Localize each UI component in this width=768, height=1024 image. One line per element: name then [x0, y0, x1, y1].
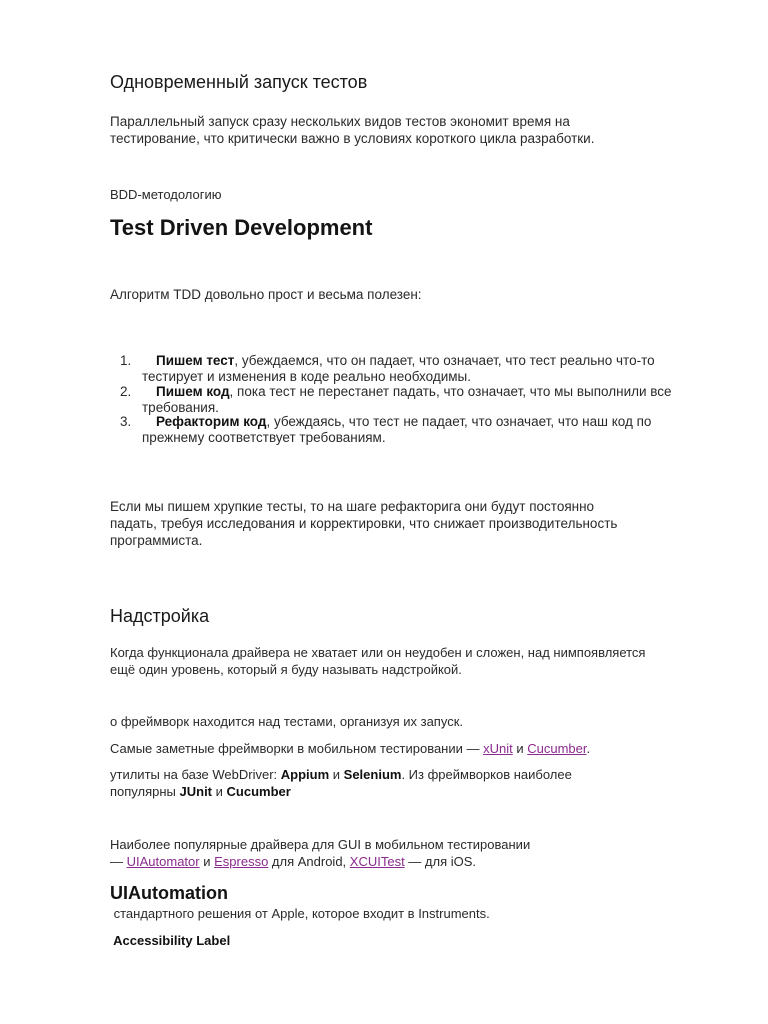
text: Самые заметные фреймворки в мобильном тестировании — [110, 741, 484, 756]
text: и [329, 767, 344, 782]
utilities-paragraph [110, 766, 710, 800]
step-text: , убеждаясь, что тест не падает, что означает, что наш код по [266, 414, 652, 429]
paragraph-line: Параллельный запуск сразу нескольких видов тестов экономит время на [110, 114, 570, 129]
text: и [512, 741, 528, 756]
paragraph-addon [110, 644, 710, 678]
cucumber-link[interactable]: Cucumber [527, 741, 587, 756]
paragraph-line: Когда функционала драйвера не хватает или он неудобен и сложен, над нимпоявляется [110, 645, 646, 660]
cucumber-term: Cucumber [226, 784, 291, 799]
espresso-link[interactable]: Espresso [214, 854, 269, 869]
list-item-number: 2. [120, 384, 132, 399]
paragraph-line: программиста. [110, 533, 203, 548]
xunit-link[interactable]: xUnit [483, 741, 513, 756]
selenium-term: Selenium [343, 767, 402, 782]
junit-term: JUnit [179, 784, 213, 799]
step-text-continued: требования. [142, 399, 219, 415]
paragraph-line [110, 783, 710, 800]
step-text: , пока тест не перестанет падать, что означает, что мы выполнили все [229, 384, 672, 399]
list-item [142, 384, 712, 415]
text: . [586, 741, 591, 756]
appium-term: Appium [280, 767, 330, 782]
text: и [199, 854, 215, 869]
text: — [110, 854, 127, 869]
drivers-paragraph [110, 836, 710, 870]
section-heading-addon: Надстройка [110, 606, 210, 626]
paragraph-line: падать, требуя исследования и корректировки, что снижает производительность [110, 516, 618, 531]
text: для Android, [268, 854, 350, 869]
section-heading-uiautomation: UIAutomation [110, 883, 228, 903]
tdd-intro: Алгоритм TDD довольно прост и весьма полезен: [110, 287, 422, 302]
text: популярны [110, 784, 180, 799]
text: утилиты на базе WebDriver: [110, 767, 281, 782]
list-item-number: 3. [120, 414, 132, 429]
paragraph-line: Наиболее популярные драйвера для GUI в мобильном тестировании [110, 837, 531, 852]
paragraph-line: Если мы пишем хрупкие тесты, то на шаге рефакторига они будут постоянно [110, 499, 595, 514]
step-text-continued: прежнему соответствует требованиям. [142, 429, 386, 445]
paragraph-fragile-tests [110, 498, 710, 549]
paragraph-line: ещё один уровень, который я буду называть надстройкой. [110, 662, 462, 677]
xcuitest-link[interactable]: XCUITest [349, 854, 405, 869]
section-heading-simultaneous: Одновременный запуск тестов [110, 72, 368, 92]
bdd-label: BDD-методологию [110, 187, 222, 202]
step-title: Пишем код [156, 384, 230, 399]
paragraph-simultaneous [110, 113, 710, 147]
paragraph-line [110, 853, 710, 870]
text: . Из фреймворков наиболее [401, 767, 572, 782]
framework-line: о фреймворк находится над тестами, организуя их запуск. [110, 714, 463, 729]
step-title: Пишем тест [156, 353, 235, 368]
step-text: , убеждаемся, что он падает, что означает, что тест реально что-то [234, 353, 655, 368]
uiautomation-text: стандартного решения от Apple, которое входит в Instruments. [110, 906, 490, 921]
list-item-number: 1. [120, 353, 132, 368]
paragraph-line: тестирование, что критически важно в условиях короткого цикла разработки. [110, 131, 595, 146]
text: — для iOS. [404, 854, 477, 869]
paragraph-line [110, 766, 710, 783]
mobile-frameworks-line [110, 740, 710, 757]
section-heading-tdd: Test Driven Development [110, 215, 373, 240]
text: и [212, 784, 227, 799]
step-title: Рефакторим код [156, 414, 267, 429]
list-item [142, 353, 712, 384]
uiautomator-link[interactable]: UIAutomator [126, 854, 200, 869]
step-text-continued: тестирует и изменения в коде реально необходимы. [142, 368, 471, 384]
accessibility-label-heading: Accessibility Label [110, 933, 231, 948]
list-item [142, 414, 712, 445]
